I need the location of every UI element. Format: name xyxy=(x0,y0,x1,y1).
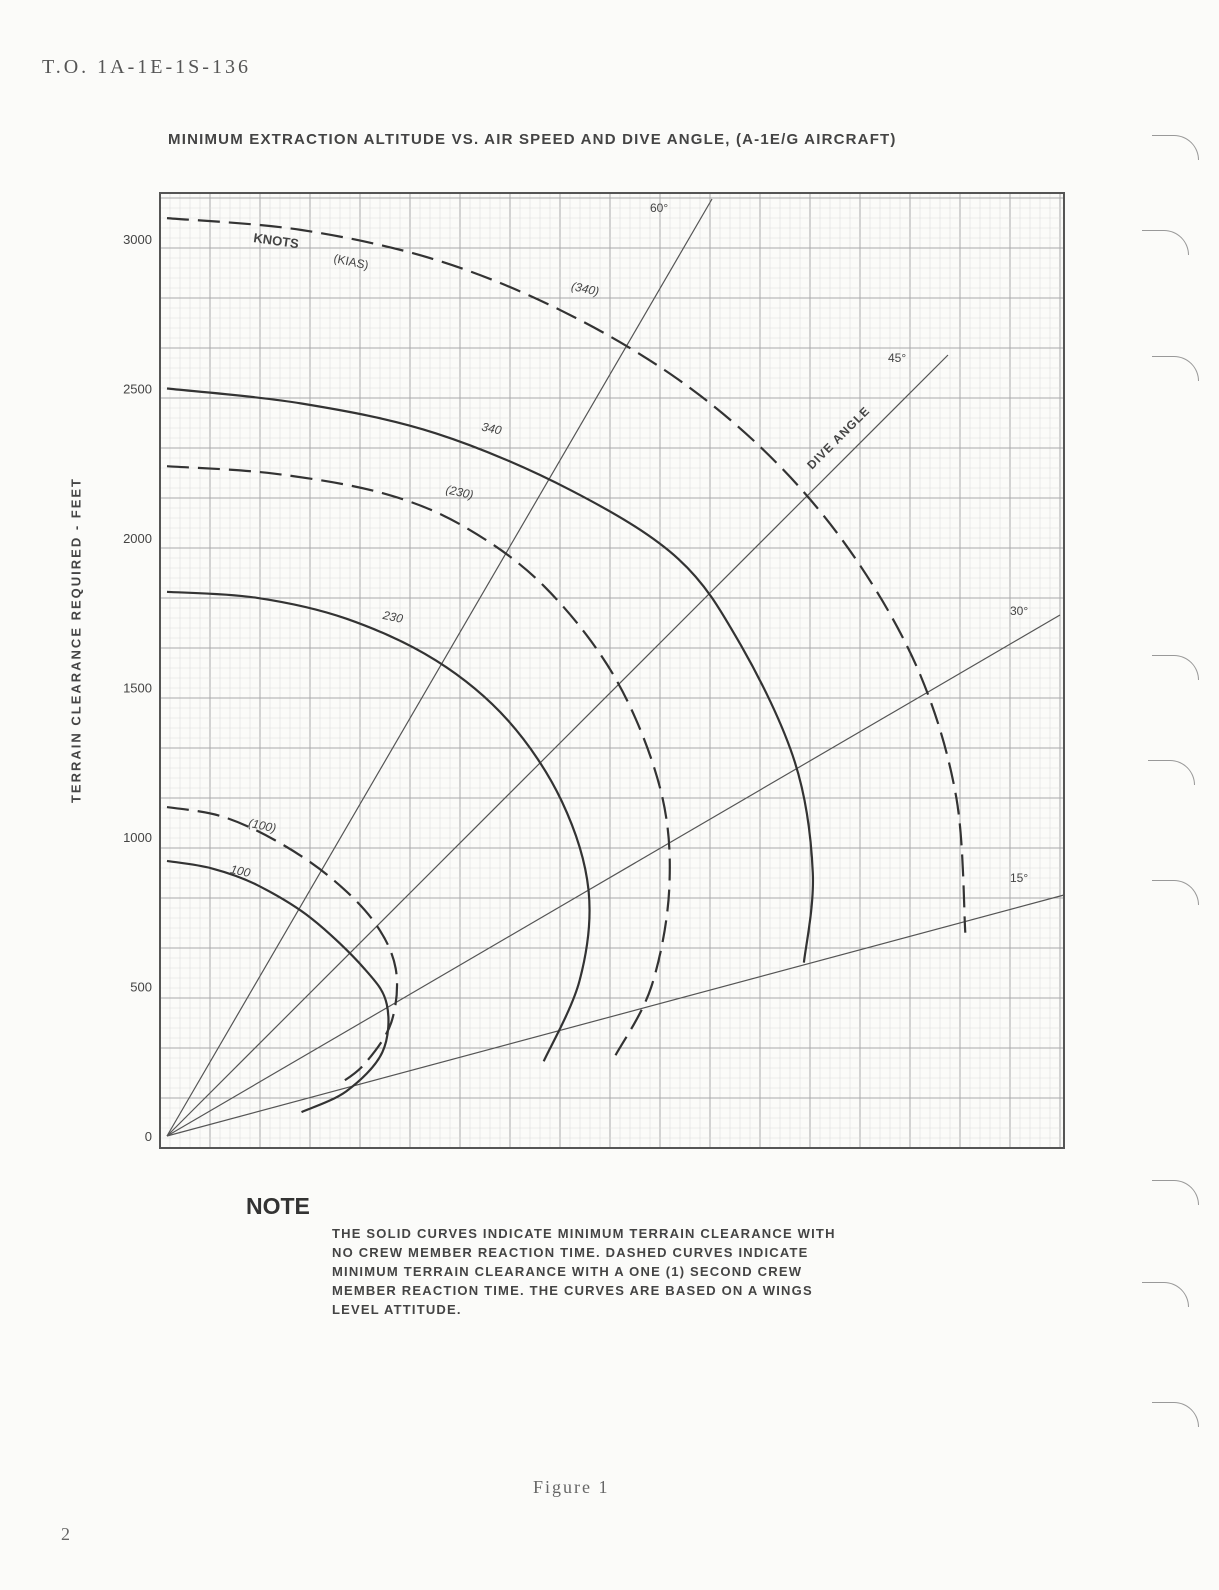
curve-label: 230 xyxy=(381,607,405,626)
y-ticks xyxy=(123,232,152,1144)
dive-angle-annotation: DIVE ANGLE xyxy=(804,403,873,473)
kias-annotation: (KIAS) xyxy=(332,251,370,273)
y-tick-label: 500 xyxy=(130,979,152,995)
dive-angle-label: 15° xyxy=(1010,871,1029,885)
knots-annotation: KNOTS xyxy=(252,230,300,252)
dive-angle-label: 45° xyxy=(888,351,907,365)
dive-angle-ray xyxy=(167,895,1064,1136)
note-title: NOTE xyxy=(246,1193,310,1219)
figure-caption: Figure 1 xyxy=(533,1477,610,1497)
dashed-curve xyxy=(167,466,670,1055)
y-tick-label: 1000 xyxy=(123,830,152,845)
document-number: T.O. 1A-1E-1S-136 xyxy=(42,56,251,78)
dive-angle-label: 30° xyxy=(1010,604,1029,618)
chart-title: MINIMUM EXTRACTION ALTITUDE VS. AIR SPEED AND DIVE ANGLE, (A-1E/G AIRCRAFT) xyxy=(168,131,897,148)
dive-angle-ray xyxy=(167,355,948,1136)
solid-curve xyxy=(167,592,590,1062)
curve-label: 100 xyxy=(229,862,252,880)
note-text: THE SOLID CURVES INDICATE MINIMUM TERRAIN CLEARANCE WITH NO CREW MEMBER REACTION TIME. DASHED CURVES INDICATE MINIMUM TERRAIN CLEARANCE WITH A ONE (1) SECOND CREW MEMBER REACTION TIME. THE CURVES ARE BASED ON A WINGS LEVEL ATTITUDE. xyxy=(332,1226,836,1317)
y-tick-label: 1500 xyxy=(123,680,152,696)
dashed-curve xyxy=(167,807,397,1085)
curve-label: 340 xyxy=(480,419,503,438)
y-axis-label: TERRAIN CLEARANCE REQUIRED - FEET xyxy=(68,476,84,804)
curve-label: (340) xyxy=(570,279,601,299)
dive-angle-label: 60° xyxy=(650,201,669,215)
curve-label: (230) xyxy=(444,482,475,502)
dashed-curve xyxy=(167,218,965,933)
y-tick-label: 3000 xyxy=(123,232,152,247)
page-number: 2 xyxy=(61,1524,70,1544)
y-tick-label: 2500 xyxy=(123,381,152,397)
y-tick-label: 0 xyxy=(144,1129,152,1144)
curve-label: (100) xyxy=(247,815,278,836)
y-tick-label: 2000 xyxy=(123,531,152,546)
